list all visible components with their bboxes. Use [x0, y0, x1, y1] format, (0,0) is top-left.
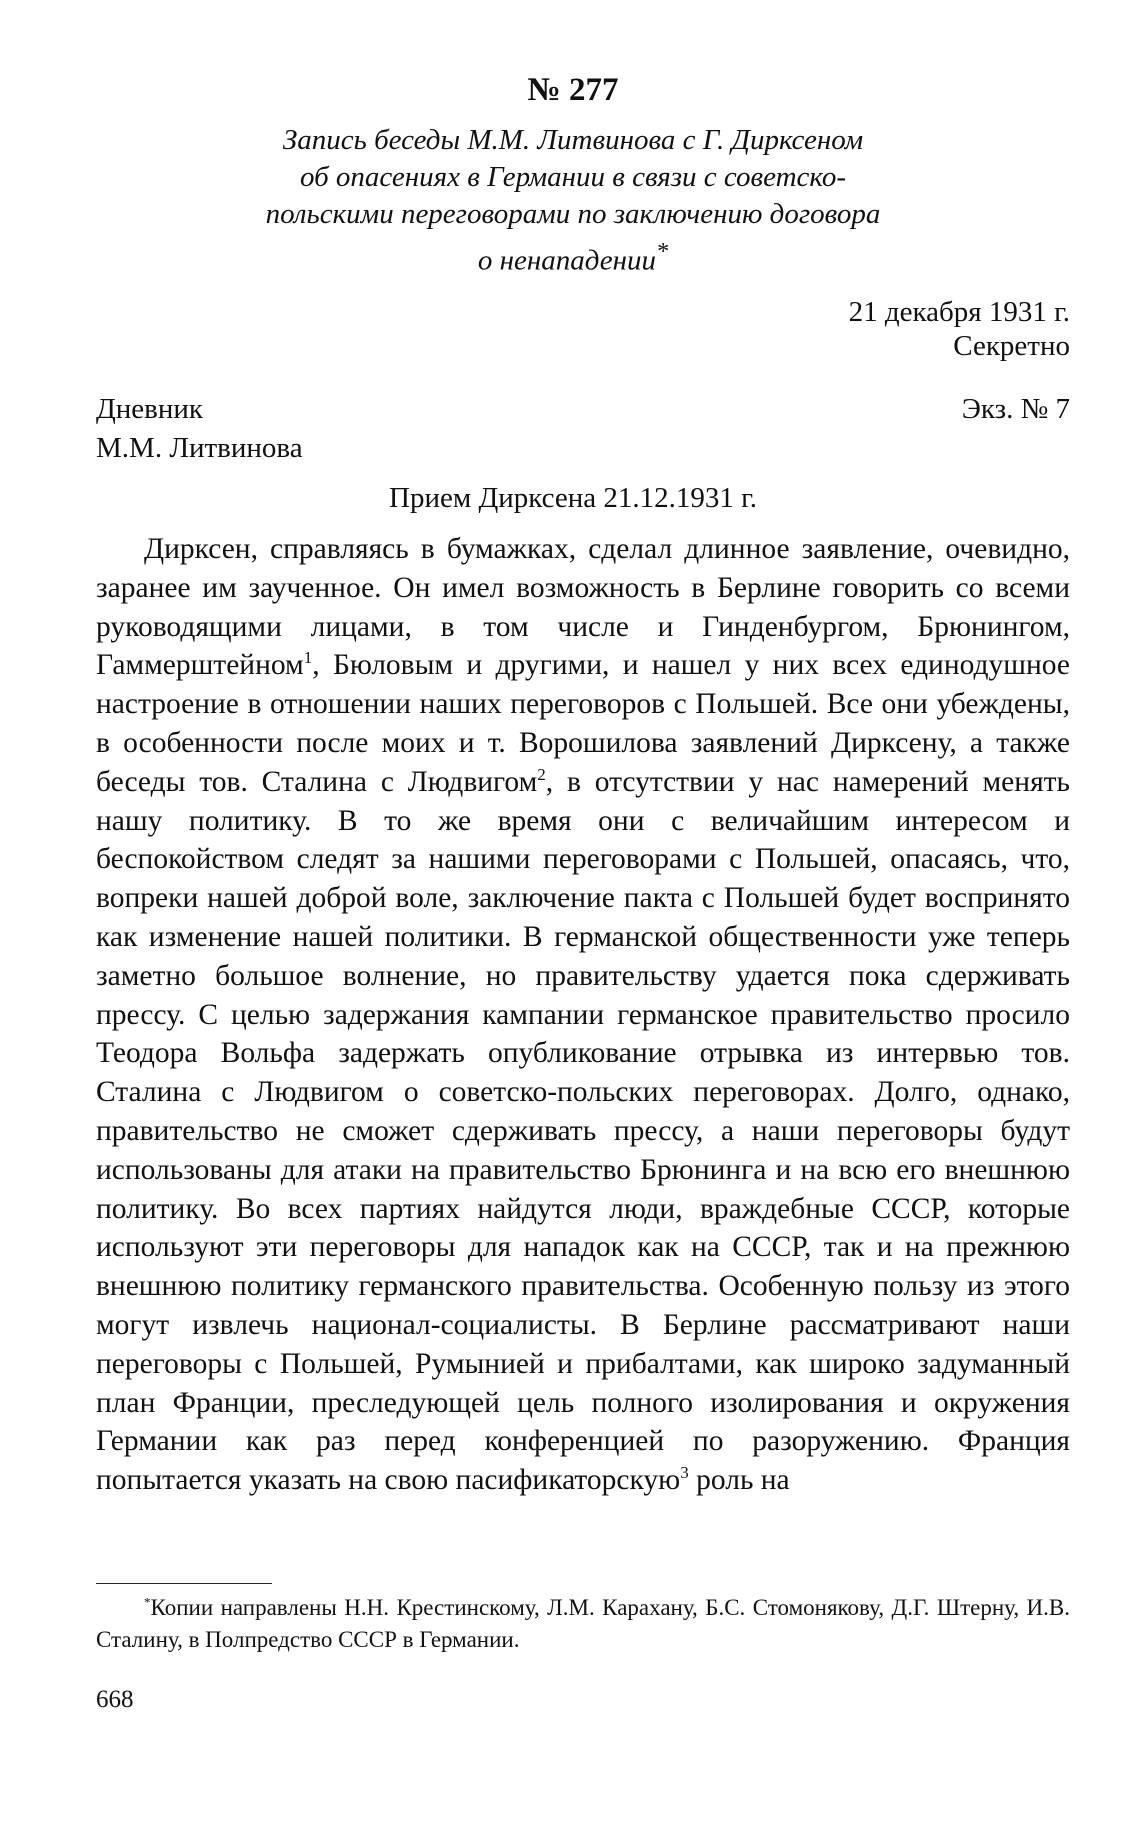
footnote-ref-1[interactable]: 1	[303, 648, 313, 668]
body-paragraph	[96, 530, 1070, 1500]
footnote	[96, 1592, 1070, 1656]
footnote-divider	[96, 1583, 272, 1584]
title-line	[170, 233, 976, 280]
title-line-text: о ненападении	[477, 244, 657, 277]
page-number: 668	[96, 1686, 134, 1713]
body-segment: , в отсутствии у нас намерений менять нашу политику. В то же время они с величайшим интересом и беспокойством следят за нашими переговорами с Польшей, опасаясь, что, вопреки нашей доброй воле, заключение пакта с Польшей будет воспринято как изменение нашей политики. В германской общественности уже теперь заметно большое волнение, но правительству удается пока сдерживать прессу. С целью задержания кампании германское правительство просило Теодора Вольфа задержать опубликование отрывка из интервью тов. Сталина с Людвигом о советско-польских переговорах. Долго, однако, правительство не сможет сдерживать прессу, а наши переговоры будут использованы для атаки на правительство Брюнинга и на всю его внешнюю политику. Во всех партиях найдутся люди, враждебные СССР, которые используют эти переговоры для нападок как на СССР, так и на прежнюю внешнюю политику германского правительства. Особенную пользу из этого могут извлечь национал-социалисты. В Берлине рассматривают наши переговоры с Польшей, Румынией и прибалтами, как широко задуманный план Франции, преследующей цель полного изолирования и окружения Германии как раз перед конференцией по разоружению. Франция попытается указать на свою пасификаторскую	[96, 765, 1070, 1497]
document-date: 21 декабря 1931 г.	[848, 296, 1070, 328]
body-segment: , Бюловым и другими, и нашел у них всех единодушное настроение в отношении наших переговоров с Польшей. Все они убеждены, в особенности после моих и т. Ворошилова заявлений Дирксену, а также беседы тов. Сталина с Людвигом	[96, 649, 1070, 798]
reception-heading: Прием Дирксена 21.12.1931 г.	[389, 482, 757, 514]
title-line: об опасениях в Германии в связи с советско-	[299, 161, 847, 193]
body-segment: роль на	[688, 1464, 790, 1497]
diary-label: Дневник	[96, 393, 203, 425]
footnote-ref-3[interactable]: 3	[680, 1463, 689, 1483]
classification-label: Секретно	[953, 330, 1070, 362]
body-segment: Дирксен, справляясь в бумажках, сделал длинное заявление, очевидно, заранее им заученное. Он имел возможность в Берлине говорить со всеми руководящими лицами, в том числе и Гинденбургом, Брюнингом, Гаммерштейном	[96, 533, 1070, 682]
document-title	[170, 122, 976, 280]
body-text	[96, 530, 1070, 1500]
document-number: № 277	[527, 72, 619, 108]
title-note-marker: *	[656, 238, 669, 265]
footnote-text: Копии направлены Н.Н. Крестинскому, Л.М. Карахану, Б.С. Стомонякову, Д.Г. Штерну, И.В. Сталину, в Полпредство СССР в Германии.	[96, 1595, 1070, 1652]
copy-number: Экз. № 7	[961, 393, 1070, 425]
diary-owner: М.М. Литвинова	[96, 432, 303, 464]
title-line: Запись беседы М.М. Литвинова с Г. Дирксеном	[282, 124, 864, 156]
footnote-marker: *	[144, 1594, 151, 1610]
title-line: польскими переговорами по заключению договора	[265, 198, 881, 230]
footnote-ref-2[interactable]: 2	[537, 764, 546, 784]
